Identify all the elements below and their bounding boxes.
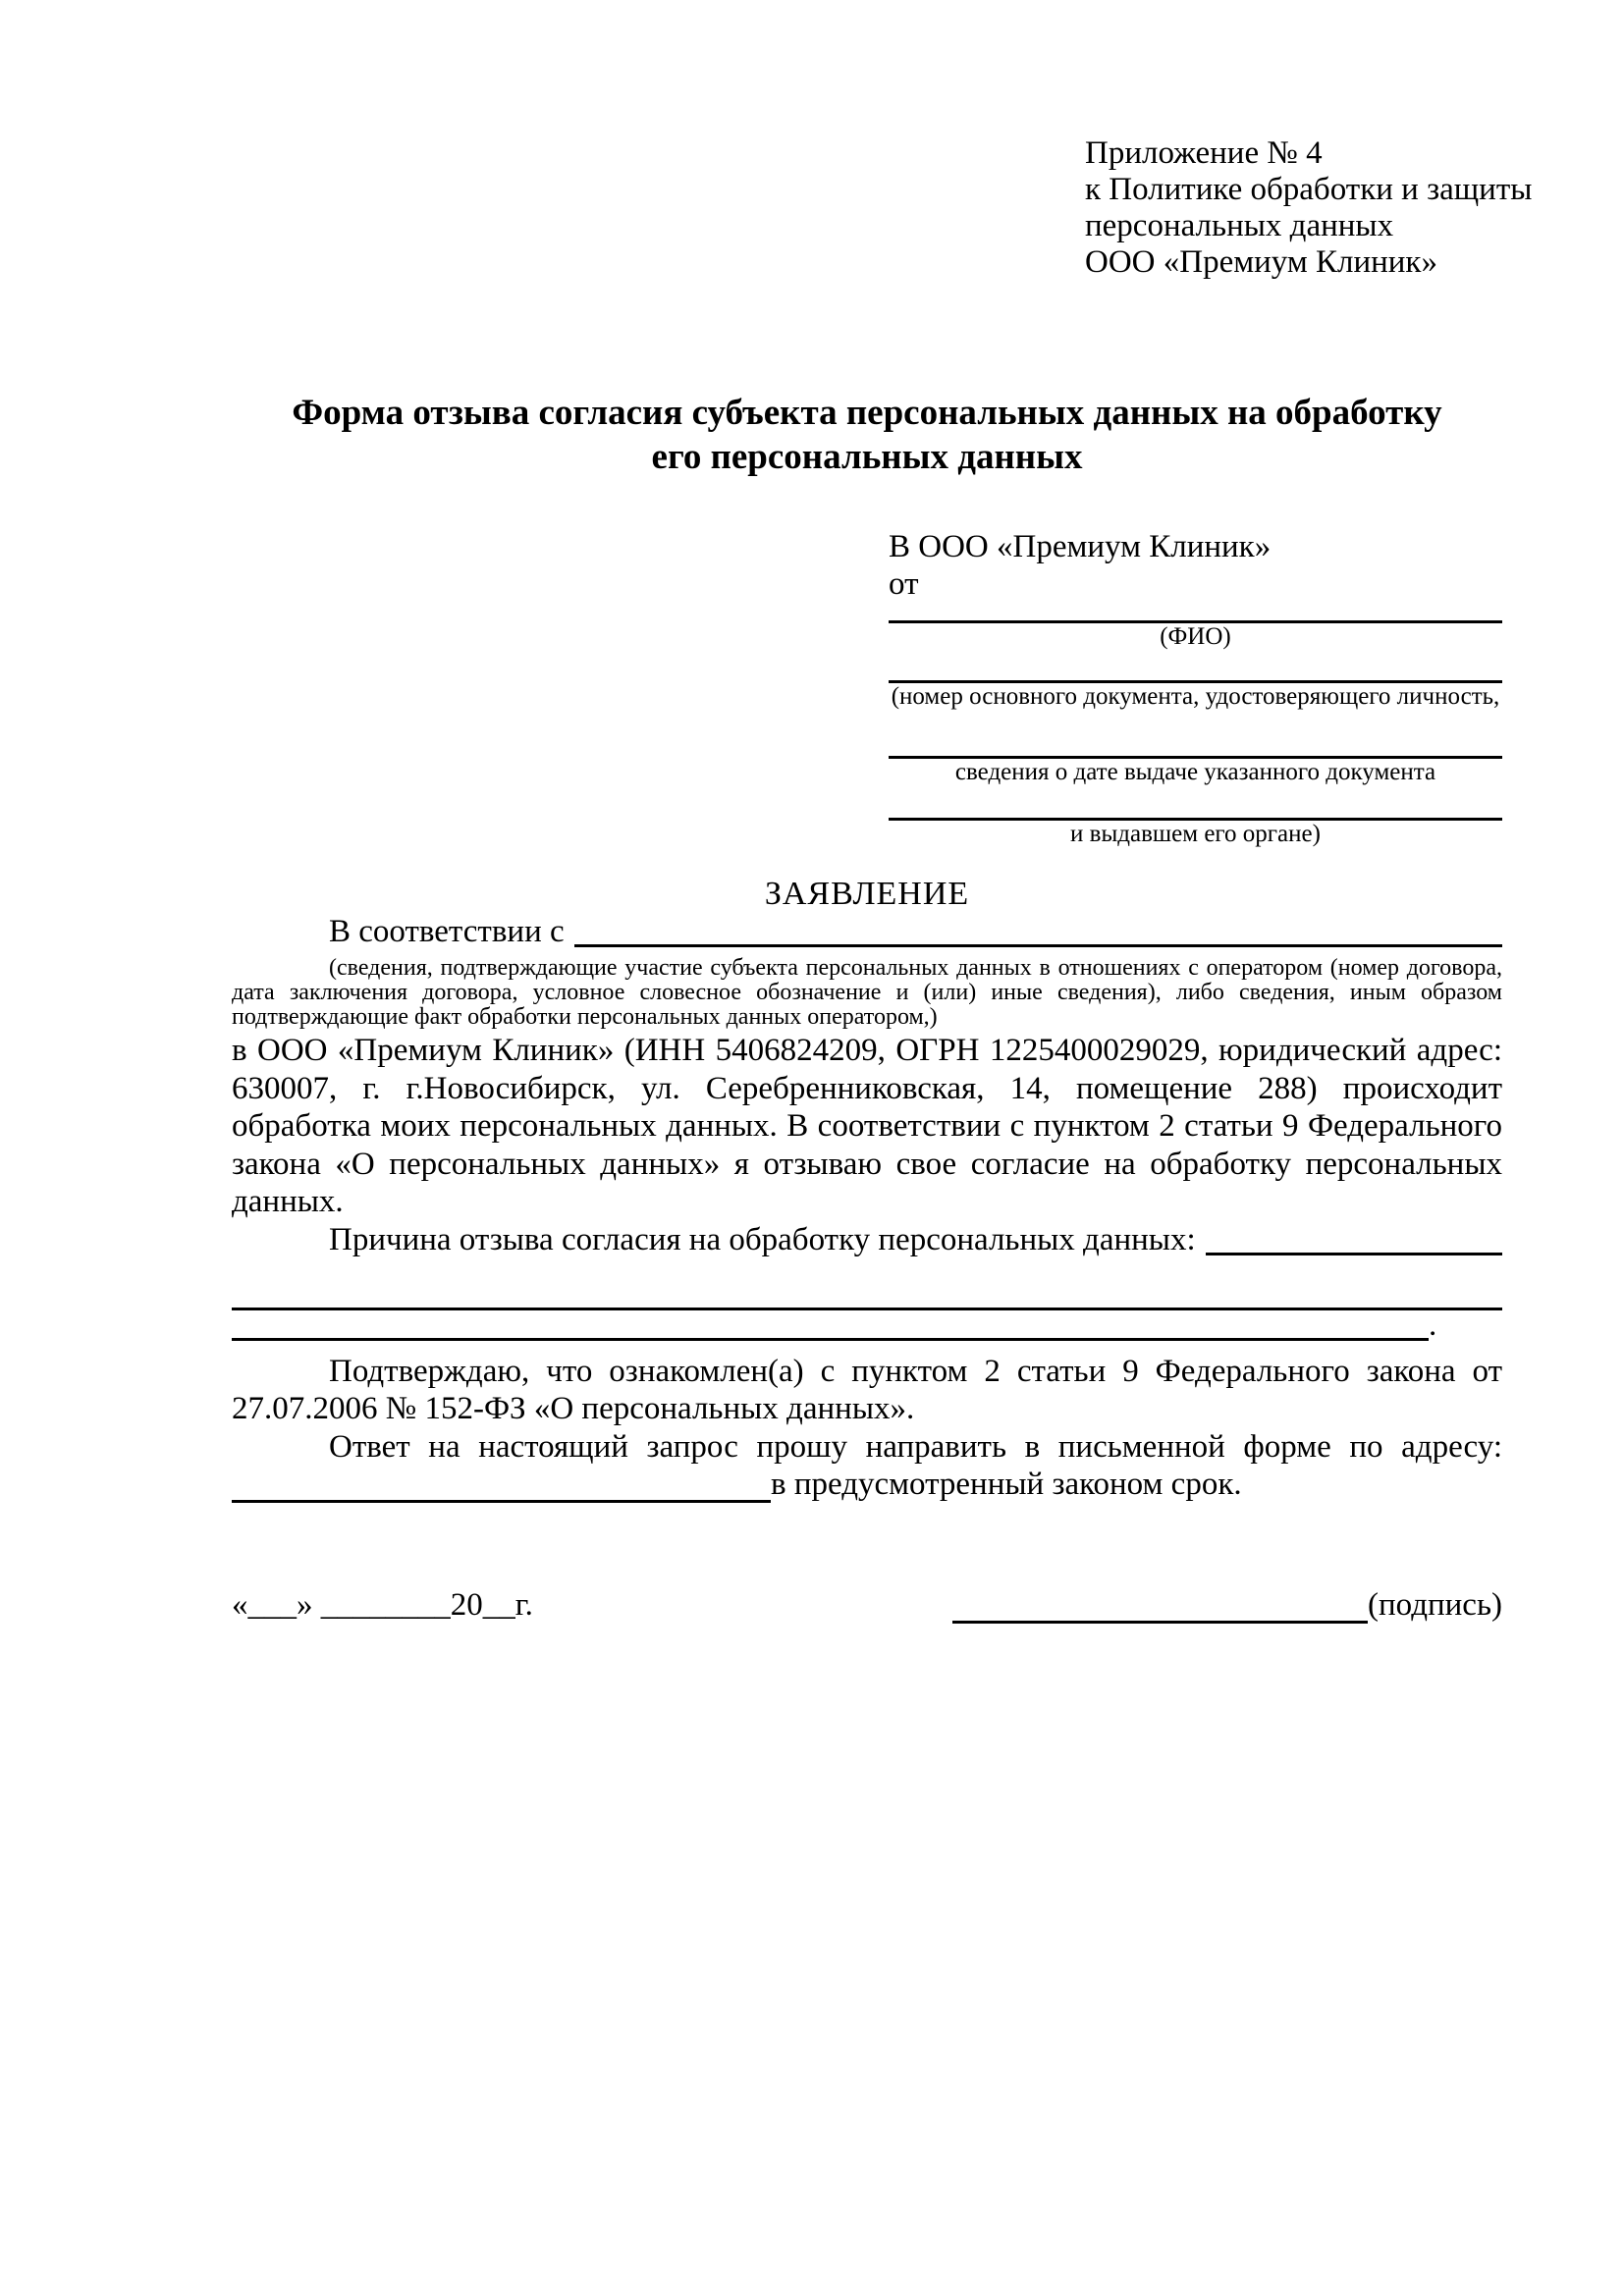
basis-sentence xyxy=(232,913,1502,950)
reason-sentence xyxy=(232,1221,1502,1258)
basis-prefix: В соответствии с xyxy=(329,914,565,949)
reason-input-line xyxy=(1206,1253,1502,1255)
reply-address-row xyxy=(232,1466,1502,1503)
date-line: «___» ________20__г. xyxy=(232,1587,533,1623)
issue-date-input-line xyxy=(889,738,1502,759)
document-title xyxy=(232,391,1502,479)
issuing-authority-label: и выдавшем его органе) xyxy=(1070,821,1321,847)
appendix-line: Приложение № 4 xyxy=(1085,135,1323,171)
fio-field xyxy=(889,603,1502,651)
addressee-to: В ООО «Премиум Клиник» xyxy=(889,529,1272,564)
confirmation-paragraph: Подтверждаю, что ознакомлен(а) с пунктом 2 статьи 9 Федерального закона от 27.07.2006 № 152-ФЗ «О персональных данных». xyxy=(232,1353,1502,1426)
issue-date-label: сведения о дате выдаче указанного документа xyxy=(954,759,1436,785)
title-line-2: его персональных данных xyxy=(651,437,1083,477)
date-signature-row xyxy=(232,1586,1502,1624)
reason-blank-line-1 xyxy=(232,1258,1502,1310)
fio-label: (ФИО) xyxy=(1160,623,1231,650)
issuing-authority-field xyxy=(889,800,1502,848)
doc-number-input-line xyxy=(889,663,1502,683)
appendix-block xyxy=(1085,135,1533,281)
reason-label: Причина отзыва согласия на обработку персональных данных: xyxy=(329,1221,1196,1257)
appendix-line: персональных данных xyxy=(1085,208,1394,243)
addressee-from: от xyxy=(889,566,919,602)
doc-number-label: (номер основного документа, удостоверяющего личность, xyxy=(891,683,1500,710)
issue-date-field xyxy=(889,738,1502,786)
appendix-line: к Политике обработки и защиты xyxy=(1085,172,1533,207)
reason-blank-line-2-rule xyxy=(232,1310,1429,1341)
basis-input-line xyxy=(574,944,1502,947)
signature-label: (подпись) xyxy=(1368,1587,1502,1623)
reply-address-input-line xyxy=(232,1467,771,1503)
reason-period: . xyxy=(1429,1307,1437,1343)
appendix-line: ООО «Премиум Клиник» xyxy=(1085,244,1437,280)
issuing-authority-input-line xyxy=(889,800,1502,821)
signature-group xyxy=(952,1586,1502,1624)
statement-heading: ЗАЯВЛЕНИЕ xyxy=(764,876,970,912)
reason-blank-line-2 xyxy=(232,1307,1502,1343)
title-line-1: Форма отзыва согласия субъекта персональных данных на обработку xyxy=(292,393,1442,433)
fio-input-line xyxy=(889,603,1502,623)
body-paragraph: в ООО «Премиум Клиник» (ИНН 5406824209, ОГРН 1225400029029, юридический адрес: 630007, г. г.Новосибирск, ул. Серебренниковская, 14, помещение 288) происходит обработка моих персональных данных. В соответствии с пунктом 2 статьи 9 Федерального закона «О персональных данных» я отзываю свое согласие на обработку персональных данных. xyxy=(232,1033,1502,1219)
reply-suffix: в предусмотренный законом срок. xyxy=(771,1467,1242,1502)
addressee-block xyxy=(889,528,1502,848)
fine-print-note: (сведения, подтверждающие участие субъекта персональных данных в отношениях с оператором (номер договора, дата заключения договора, условное словесное обозначение и (или) иные сведения), либо сведения, иным образом подтверждающие факт обработки персональных данных оператором,) xyxy=(232,955,1502,1030)
doc-number-field xyxy=(889,663,1502,711)
signature-input-line xyxy=(952,1587,1368,1624)
reply-request-paragraph: Ответ на настоящий запрос прошу направить в письменной форме по адресу: xyxy=(329,1428,1502,1465)
